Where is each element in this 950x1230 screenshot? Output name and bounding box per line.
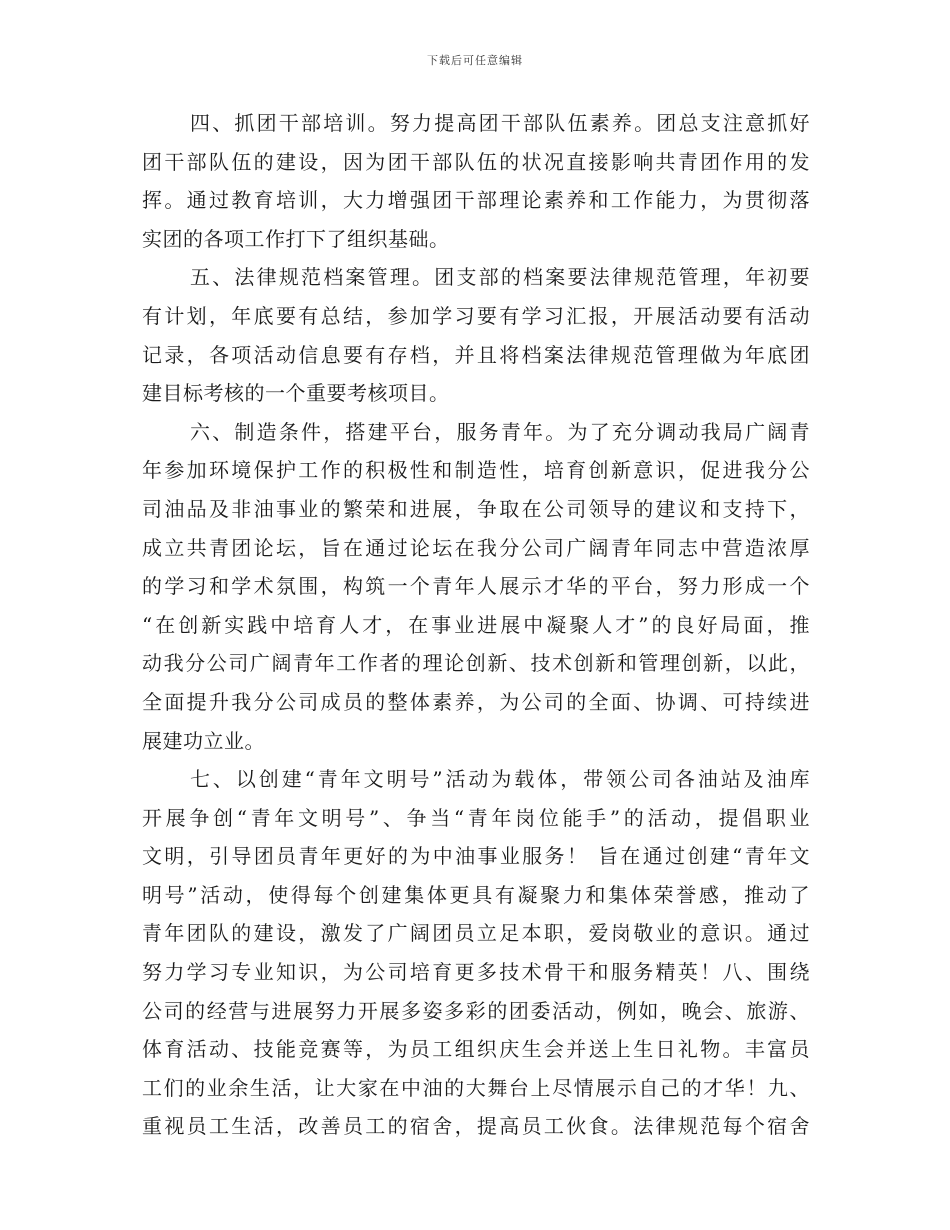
- text-line: 青年团队的建设，激发了广阔团员立足本职，爱岗敬业的意识。通过: [142, 921, 810, 946]
- text-line: 开展争创“青年文明号”、争当“青年岗位能手”的活动，提倡职业: [142, 805, 810, 830]
- text-line: 年参加环境保护工作的积极性和制造性，培育创新意识，促进我分公: [142, 458, 810, 483]
- text-line: 的学习和学术氛围，构筑一个青年人展示才华的平台，努力形成一个: [142, 574, 810, 599]
- text-line: 文明，引导团员青年更好的为中油事业服务！ 旨在通过创建“青年文: [142, 844, 810, 869]
- text-line: 记录，各项活动信息要有存档，并且将档案法律规范管理做为年底团: [142, 342, 810, 367]
- text-line: 团干部队伍的建设，因为团干部队伍的状况直接影响共青团作用的发: [142, 149, 810, 174]
- text-line: 展建功立业。: [142, 728, 265, 753]
- text-line: 五、法律规范档案管理。团支部的档案要法律规范管理，年初要: [190, 265, 810, 290]
- page-header: 下载后可任意编辑: [427, 54, 523, 67]
- text-line: 努力学习专业知识，为公司培育更多技术骨干和服务精英！八、围绕: [142, 960, 810, 985]
- text-line: 挥。通过教育培训，大力增强团干部理论素养和工作能力，为贯彻落: [142, 188, 810, 213]
- text-line: 动我分公司广阔青年工作者的理论创新、技术创新和管理创新，以此，: [142, 651, 810, 676]
- document-body: [142, 104, 810, 1146]
- text-line: 四、抓团干部培训。努力提高团干部队伍素养。团总支注意抓好: [190, 111, 810, 135]
- text-line: 实团的各项工作打下了组织基础。: [142, 226, 450, 251]
- text-line: 体育活动、技能竞赛等，为员工组织庆生会并送上生日礼物。丰富员: [142, 1037, 810, 1062]
- text-line: 有计划，年底要有总结，参加学习要有学习汇报，开展活动要有活动: [142, 303, 810, 328]
- text-line: 司油品及非油事业的繁荣和进展，争取在公司领导的建议和支持下，: [142, 496, 810, 521]
- text-line: 明号”活动，使得每个创建集体更具有凝聚力和集体荣誉感，推动了: [142, 882, 810, 907]
- text-line: 建目标考核的一个重要考核项目。: [142, 381, 450, 406]
- text-line: 六、制造条件，搭建平台，服务青年。为了充分调动我局广阔青: [190, 419, 810, 444]
- text-line: 工们的业余生活，让大家在中油的大舞台上尽情展示自己的才华！九、: [142, 1075, 810, 1100]
- text-line: 全面提升我分公司成员的整体素养，为公司的全面、协调、可持续进: [142, 689, 810, 714]
- text-line: 公司的经营与进展努力开展多姿多彩的团委活动，例如，晚会、旅游、: [142, 998, 810, 1023]
- text-line: 七、以创建“青年文明号”活动为载体，带领公司各油站及油库: [190, 767, 810, 792]
- text-line: “在创新实践中培育人才，在事业进展中凝聚人才”的良好局面，推: [142, 612, 810, 637]
- text-line: 重视员工生活，改善员工的宿舍，提高员工伙食。法律规范每个宿舍: [142, 1114, 810, 1139]
- text-line: 成立共青团论坛，旨在通过论坛在我分公司广阔青年同志中营造浓厚: [142, 535, 810, 560]
